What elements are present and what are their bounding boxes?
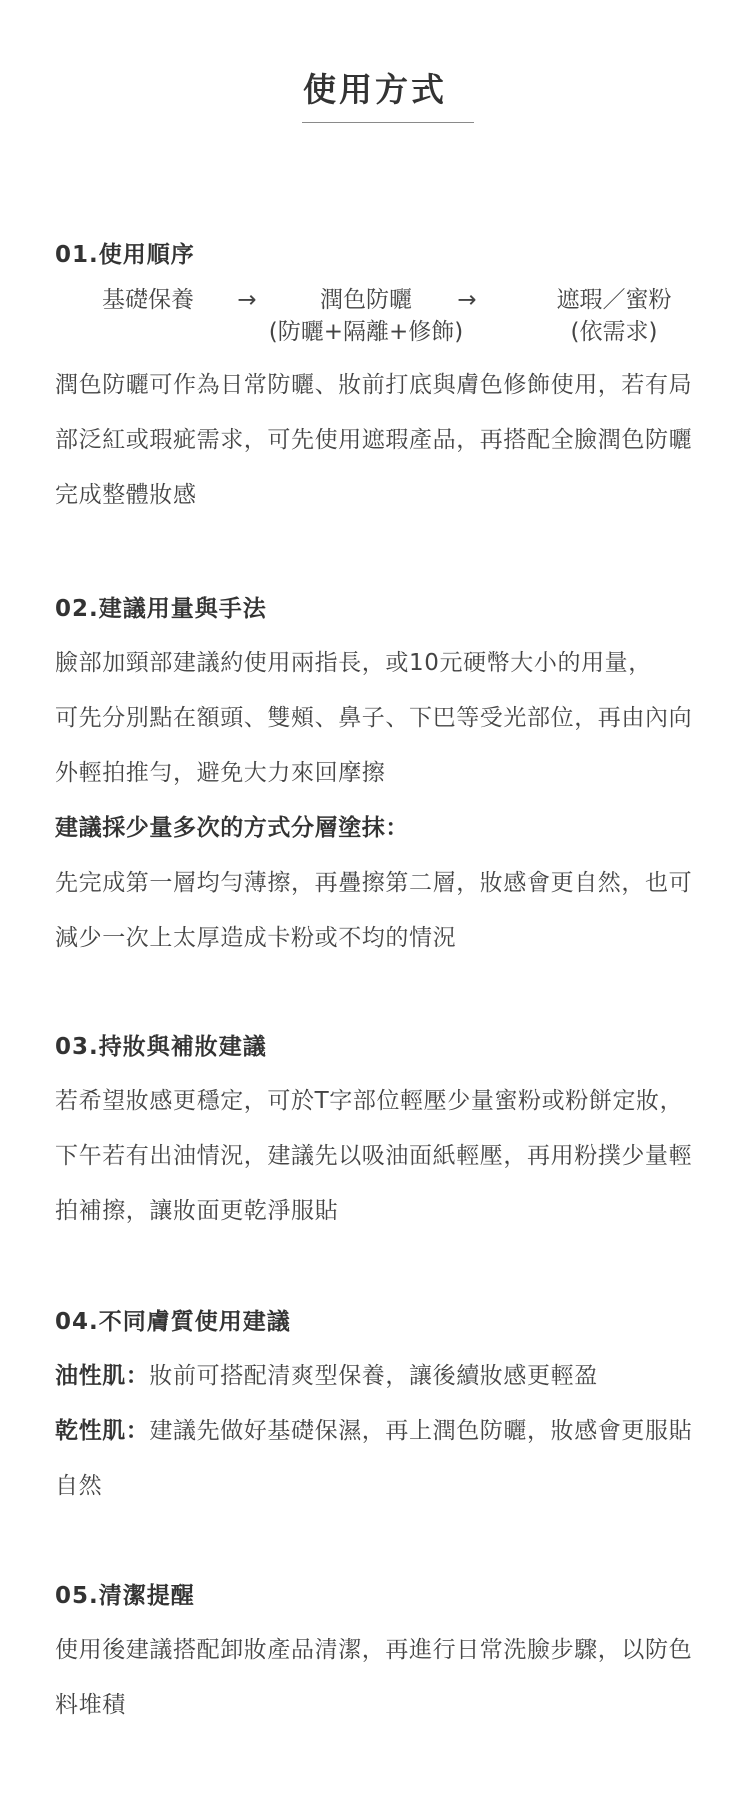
oily-skin-text: 妝前可搭配清爽型保養，讓後續妝感更輕盈	[149, 1363, 598, 1389]
section-paragraph: 臉部加頸部建議約使用兩指長，或10元硬幣大小的用量，	[55, 650, 652, 676]
section-cleansing	[55, 1579, 705, 1733]
section-subheading: 建議採少量多次的方式分層塗抹：	[55, 815, 409, 841]
section-paragraph: 下午若有出油情況，建議先以吸油面紙輕壓，再用粉撲少量輕拍補擦，讓妝面更乾淨服貼	[55, 1143, 693, 1224]
oily-skin-tip	[55, 1349, 705, 1404]
flow-step-concealer-powder: 遮瑕／蜜粉	[556, 287, 672, 313]
page-title: 使用方式	[303, 70, 447, 109]
title-divider	[302, 122, 474, 123]
section-skin-types	[55, 1305, 705, 1514]
arrow-icon: →	[237, 287, 257, 313]
section-touch-up	[55, 1030, 705, 1239]
section-heading: 05.清潔提醒	[55, 1583, 195, 1609]
dry-skin-tip	[55, 1404, 705, 1514]
section-paragraph: 可先分別點在額頭、雙頰、鼻子、下巴等受光部位，再由內向外輕拍推勻，避免大力來回摩擦	[55, 705, 693, 786]
flow-step-tinted-sunscreen: 潤色防曬	[320, 287, 412, 313]
section-paragraph: 使用後建議搭配卸妝產品清潔，再進行日常洗臉步驟，以防色料堆積	[55, 1637, 693, 1718]
flow-step-note: (依需求)	[570, 319, 658, 345]
dry-skin-label: 乾性肌：	[55, 1418, 150, 1444]
oily-skin-label: 油性肌：	[55, 1363, 150, 1389]
section-heading: 03.持妝與補妝建議	[55, 1034, 267, 1060]
flow-step-basic-care: 基礎保養	[102, 287, 194, 313]
section-heading: 04.不同膚質使用建議	[55, 1309, 291, 1335]
section-heading: 02.建議用量與手法	[55, 596, 267, 622]
section-paragraph: 若希望妝感更穩定，可於T字部位輕壓少量蜜粉或粉餅定妝，	[55, 1088, 684, 1114]
section-paragraph: 先完成第一層均勻薄擦，再疊擦第二層，妝感會更自然，也可減少一次上太厚造成卡粉或不均的情況	[55, 870, 693, 951]
section-usage-order	[55, 238, 705, 523]
section-heading: 01.使用順序	[55, 242, 195, 268]
section-paragraph: 潤色防曬可作為日常防曬、妝前打底與膚色修飾使用，若有局部泛紅或瑕疵需求，可先使用遮瑕產品，再搭配全臉潤色防曬完成整體妝感	[55, 372, 693, 508]
usage-flow	[55, 284, 705, 348]
arrow-icon: →	[457, 287, 477, 313]
dry-skin-text: 建議先做好基礎保濕，再上潤色防曬，妝感會更服貼自然	[55, 1418, 693, 1499]
flow-step-note: (防曬+隔離+修飾)	[268, 319, 464, 345]
section-amount-technique	[55, 592, 705, 966]
